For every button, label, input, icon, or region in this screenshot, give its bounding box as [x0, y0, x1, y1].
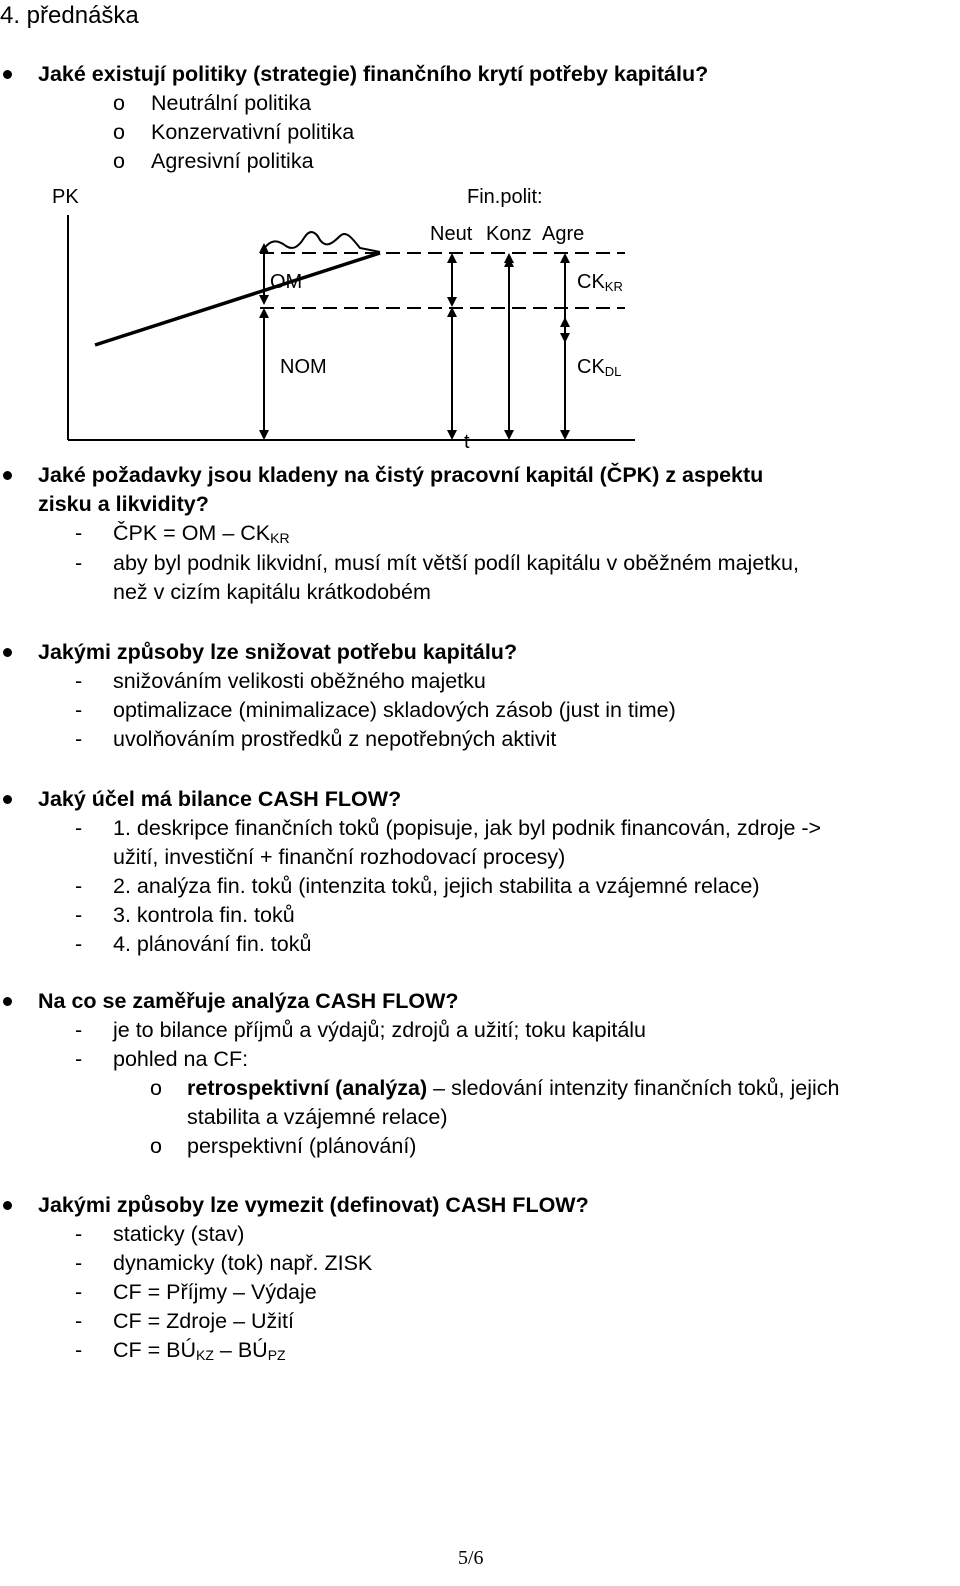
list-marker: o — [113, 149, 125, 173]
list-item: pohled na CF: — [113, 1047, 249, 1071]
dash-marker: - — [75, 1338, 83, 1362]
list-item: CF = Příjmy – Výdaje — [113, 1280, 317, 1304]
list-marker: o — [113, 120, 125, 144]
dash-marker: - — [75, 1280, 83, 1304]
list-item: Agresivní politika — [151, 149, 314, 173]
bullet-dot — [3, 471, 12, 480]
sub-list-item: retrospektivní (analýza) – sledování intenzity finančních toků, jejich — [187, 1076, 840, 1100]
list-item: Neutrální politika — [151, 91, 312, 115]
list-item: aby byl podnik likvidní, musí mít větší podíl kapitálu v oběžném majetku, — [113, 551, 799, 575]
page-title: 4. přednáška — [0, 2, 139, 29]
list-item: staticky (stav) — [113, 1222, 245, 1246]
sub-list-item-cont: stabilita a vzájemné relace) — [187, 1105, 448, 1129]
list-item: CF = $BÚ_{KZ}$ – $BÚ_{PZ}$ — [113, 1338, 286, 1363]
section-5-question: Na co se zaměřuje analýza CASH FLOW? — [38, 989, 459, 1013]
dash-marker: - — [75, 874, 83, 898]
list-item: 2. analýza fin. toků (intenzita toků, jejich stabilita a vzájemné relace) — [113, 874, 760, 898]
bullet-dot — [3, 648, 12, 657]
dash-marker: - — [75, 932, 83, 956]
list-item: 1. deskripce finančních toků (popisuje, jak byl podnik financován, zdroje -> — [113, 816, 822, 840]
nom-trend-line — [95, 253, 380, 345]
dash-marker: - — [75, 669, 83, 693]
section-3-question: Jakými způsoby lze snižovat potřebu kapitálu? — [38, 640, 518, 664]
fin-polit-label: Fin.polit: — [467, 186, 543, 208]
dash-marker: - — [75, 1018, 83, 1042]
dash-marker: - — [75, 1222, 83, 1246]
dash-marker: - — [75, 727, 83, 751]
bullet-dot — [3, 70, 12, 79]
om-fluctuation-curve — [262, 232, 380, 252]
nom-label: NOM — [280, 356, 327, 378]
list-item: 4. plánování fin. toků — [113, 932, 312, 956]
agre-label: Agre — [542, 223, 585, 245]
dash-marker: - — [75, 551, 83, 575]
sub-list-item: perspektivní (plánování) — [187, 1134, 417, 1158]
neut-label: Neut — [430, 223, 473, 245]
list-item: optimalizace (minimalizace) skladových zásob (just in time) — [113, 698, 676, 722]
om-label: OM — [270, 271, 303, 293]
bullet-dot — [3, 1201, 12, 1210]
dash-marker: - — [75, 816, 83, 840]
list-item: ČPK = OM – $CK_{KR}$ — [113, 521, 290, 546]
list-marker: o — [150, 1076, 162, 1100]
list-item: Konzervativní politika — [151, 120, 355, 144]
list-marker: o — [150, 1134, 162, 1158]
konz-label: Konz — [486, 223, 532, 245]
page-number: 5/6 — [458, 1547, 484, 1569]
dash-marker: - — [75, 521, 83, 545]
list-item: snižováním velikosti oběžného majetku — [113, 669, 486, 693]
list-item: je to bilance příjmů a výdajů; zdrojů a užití; toku kapitálu — [113, 1018, 647, 1042]
ck-dl-label: CKDL — [577, 356, 622, 379]
ck-kr-label: CKKR — [577, 271, 623, 294]
section-2-question-cont: zisku a likvidity? — [38, 492, 209, 516]
dash-marker: - — [75, 903, 83, 927]
bullet-dot — [3, 997, 12, 1006]
dash-marker: - — [75, 1309, 83, 1333]
section-2-question: Jaké požadavky jsou kladeny na čistý pracovní kapitál (ČPK) z aspektu — [38, 463, 764, 487]
dash-marker: - — [75, 1047, 83, 1071]
list-item-cont: užití, investiční + finanční rozhodovací procesy) — [113, 845, 566, 869]
section-1-question: Jaké existují politiky (strategie) finančního krytí potřeby kapitálu? — [38, 62, 709, 86]
dash-marker: - — [75, 1251, 83, 1275]
t-axis-label: t — [464, 431, 470, 453]
list-item: dynamicky (tok) např. ZISK — [113, 1251, 373, 1275]
list-marker: o — [113, 91, 125, 115]
list-item: uvolňováním prostředků z nepotřebných aktivit — [113, 727, 557, 751]
financing-policy-diagram — [0, 180, 700, 455]
list-item: 3. kontrola fin. toků — [113, 903, 295, 927]
dash-marker: - — [75, 698, 83, 722]
list-item: CF = Zdroje – Užití — [113, 1309, 295, 1333]
section-4-question: Jaký účel má bilance CASH FLOW? — [38, 787, 402, 811]
list-item-cont: než v cizím kapitálu krátkodobém — [113, 580, 431, 604]
section-6-question: Jakými způsoby lze vymezit (definovat) CASH FLOW? — [38, 1193, 589, 1217]
bullet-dot — [3, 795, 12, 804]
pk-label: PK — [52, 186, 79, 208]
